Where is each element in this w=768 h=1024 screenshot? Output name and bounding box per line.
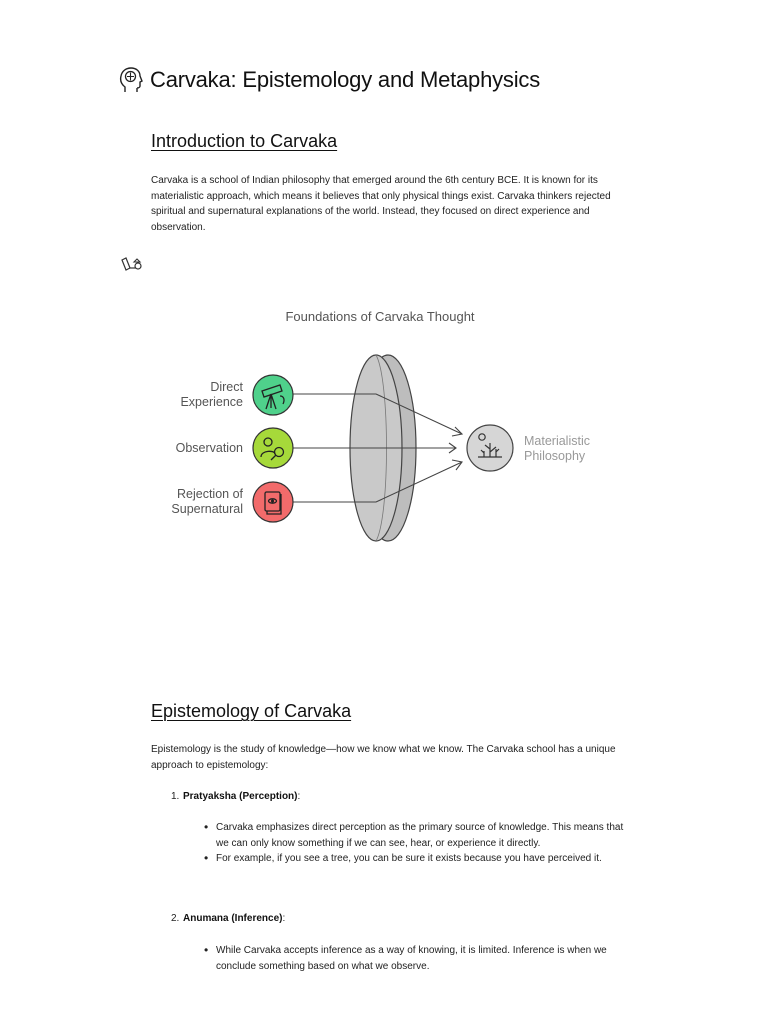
list-number: 2.: [171, 913, 180, 924]
page-title: Carvaka: Epistemology and Metaphysics: [150, 67, 541, 92]
bullet-list: [204, 820, 624, 867]
output-materialistic-philosophy: [467, 425, 590, 471]
list-item: • For example, if you see a tree, you can be sure it exists because you have perceived it.: [204, 851, 624, 867]
diagram-title: Foundations of Carvaka Thought: [285, 309, 475, 324]
ordered-list-item: [151, 911, 631, 927]
intro-paragraph: Carvaka is a school of Indian philosophy that emerged around the 6th century BCE. It is known for its materialistic approach, which means it believes that only physical things exist. Carvaka thinkers rejected spiritual and supernatural explanations of the world. Instead, they focused on direct experience and observation.: [151, 175, 611, 233]
list-item: • Carvaka emphasizes direct perception as the primary source of knowledge. This means that we can only know something if we can see, hear, or experience it directly.: [204, 820, 624, 851]
list-term-suffix: :: [282, 913, 286, 924]
output-label-line1: Materialistic: [524, 434, 590, 448]
list-item: • While Carvaka accepts inference as a way of knowing, it is limited. Inference is when we conclude something based on what we observe.: [204, 943, 624, 974]
foundations-diagram: [150, 300, 630, 550]
epistemology-paragraph: Epistemology is the study of knowledge—how we know what we know. The Carvaka school has a unique approach to epistemology:: [151, 744, 616, 771]
list-term: Anumana (Inference): [183, 913, 283, 924]
head-brain-icon: [118, 66, 144, 94]
input-observation: [176, 428, 293, 468]
output-label-line2: Philosophy: [524, 449, 586, 463]
input-label-line2: Supernatural: [171, 502, 243, 516]
section-heading-epistemology: Epistemology of Carvaka: [151, 701, 352, 721]
input-label-line2: Experience: [180, 395, 243, 409]
list-term: Pratyaksha (Perception): [183, 791, 298, 802]
input-label-line1: Rejection of: [176, 487, 243, 501]
diagram-icon: [120, 256, 144, 274]
input-direct-experience: [180, 375, 293, 415]
bullet-list: [204, 943, 624, 974]
input-label-line1: Observation: [175, 441, 243, 455]
section-heading-introduction: Introduction to Carvaka: [151, 131, 338, 151]
input-rejection-supernatural: [171, 482, 293, 522]
page-header: [118, 66, 540, 94]
ordered-list-item: [151, 789, 631, 805]
list-number: 1.: [171, 791, 180, 802]
list-term-suffix: :: [297, 791, 301, 802]
input-label-line1: Direct: [210, 380, 243, 394]
